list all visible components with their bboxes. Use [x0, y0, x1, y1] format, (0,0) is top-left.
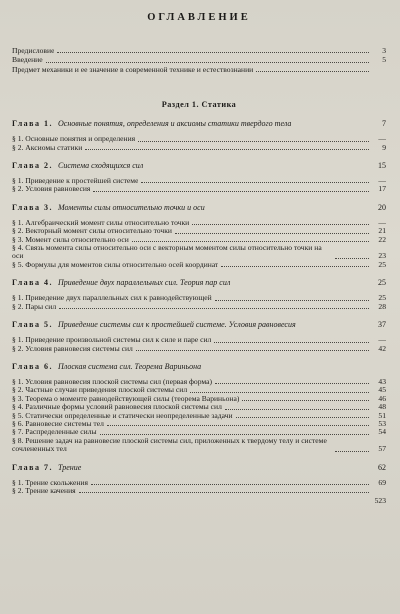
- chapter-title: Моменты силы относительно точки и оси: [58, 202, 205, 212]
- toc-entry[interactable]: [12, 345, 386, 353]
- section-heading: Раздел 1. Статика: [161, 100, 237, 110]
- entry-label: § 1. Приведение двух параллельных сил к равнодействующей: [12, 294, 212, 303]
- leader-dots: [138, 141, 369, 142]
- entry-label: Введение: [12, 56, 43, 65]
- entry-page: 22: [378, 234, 386, 244]
- leader-dots: [136, 350, 369, 351]
- entry-label: § 1. Алгебраический момент силы относительно точки: [12, 218, 190, 227]
- chapter-number: Глава 4.: [12, 278, 53, 288]
- entry-page: 5: [382, 55, 386, 65]
- entry-page: 28: [378, 301, 386, 311]
- entry-page: 43: [378, 376, 386, 386]
- entry-page: 48: [378, 402, 386, 412]
- chapter-page: 62: [378, 462, 386, 472]
- entry-label: § 7. Распределенные силы: [12, 428, 97, 437]
- leader-dots: [256, 71, 369, 72]
- entry-page: 25: [378, 259, 386, 269]
- entry-page: 21: [378, 226, 386, 236]
- entry-page: 51: [378, 410, 386, 420]
- entry-label: § 2. Аксиомы статики: [12, 143, 83, 152]
- leader-dots: [79, 492, 369, 493]
- chapter-heading[interactable]: [12, 320, 386, 329]
- intro-list: [12, 47, 386, 74]
- chapter-block: [12, 119, 386, 152]
- entry-page: —: [378, 134, 386, 144]
- toc-entry[interactable]: [12, 294, 386, 302]
- entry-label: § 2. Пары сил: [12, 302, 57, 311]
- leader-dots: [91, 484, 369, 485]
- chapter-page: 25: [378, 278, 386, 288]
- toc-entry[interactable]: [12, 437, 386, 454]
- leader-dots: [236, 417, 369, 418]
- footer-page-number: [12, 497, 386, 505]
- entry-label: § 4. Различные формы условий равновесия плоской системы сил: [12, 403, 222, 412]
- leader-dots: [335, 451, 369, 452]
- chapter-number: Глава 7.: [12, 462, 53, 472]
- entry-label: § 1. Трение скольжения: [12, 478, 88, 487]
- entry-label: § 1. Приведение произвольной системы сил к силе и паре сил: [12, 336, 212, 345]
- toc-entry[interactable]: [12, 135, 386, 143]
- leader-dots: [221, 266, 369, 267]
- chapter-title: Трение: [58, 462, 82, 472]
- entry-page: —: [378, 176, 386, 186]
- entry-page: 23: [378, 251, 386, 261]
- leader-dots: [242, 400, 369, 401]
- entry-page: —: [378, 335, 386, 345]
- leader-dots: [46, 62, 369, 63]
- chapter-title: Приведение системы сил к простейшей системе. Условия равновесия: [58, 320, 296, 330]
- toc-entry[interactable]: [12, 386, 386, 394]
- chapter-page: 20: [378, 202, 386, 212]
- leader-dots: [57, 52, 369, 53]
- leader-dots: [215, 383, 369, 384]
- entry-label: § 2. Частные случаи приведения плоской системы сил: [12, 386, 188, 395]
- leader-dots: [132, 241, 369, 242]
- leader-dots: [215, 300, 369, 301]
- chapter-title: Плоская система сил. Теорема Вариньона: [58, 361, 202, 371]
- leader-dots: [141, 182, 369, 183]
- entry-label: § 2. Условия равновесия: [12, 185, 91, 194]
- toc-entry[interactable]: [12, 378, 386, 386]
- entry-page: 3: [382, 46, 386, 55]
- leader-dots: [93, 191, 369, 192]
- entry-page: 42: [378, 343, 386, 353]
- leader-dots: [85, 149, 369, 150]
- toc-entry[interactable]: [12, 479, 386, 487]
- entry-label: Предисловие: [12, 47, 55, 55]
- leader-dots: [225, 409, 369, 410]
- entry-label: Предмет механики и ее значение в современной технике и естествознании: [12, 65, 254, 74]
- chapter-heading[interactable]: [12, 278, 386, 287]
- leader-dots: [192, 224, 369, 225]
- chapter-block: [12, 203, 386, 269]
- chapter-heading[interactable]: [12, 463, 386, 472]
- toc-entry[interactable]: [12, 244, 386, 261]
- chapter-heading[interactable]: [12, 119, 386, 128]
- entry-page: 54: [378, 427, 386, 437]
- toc-entry[interactable]: [12, 336, 386, 344]
- chapter-block: [12, 463, 386, 496]
- entry-page: 46: [378, 393, 386, 403]
- toc-entry[interactable]: [12, 395, 386, 403]
- chapter-page: 37: [378, 320, 386, 330]
- toc-entry[interactable]: [12, 303, 386, 311]
- chapter-page: 7: [382, 119, 386, 129]
- chapter-list: [12, 119, 386, 506]
- chapter-heading[interactable]: [12, 362, 386, 371]
- chapter-block: [12, 161, 386, 194]
- entry-page: 57: [378, 444, 386, 454]
- leader-dots: [59, 308, 369, 309]
- chapter-page: 15: [378, 161, 386, 171]
- toc-entry[interactable]: [12, 219, 386, 227]
- entry-label: § 8. Решение задач на равновесие плоской системы сил, приложенных к твердому телу и системе сочлененных тел: [12, 435, 327, 454]
- entry-page: 25: [378, 293, 386, 303]
- entry-label: § 6. Равновесие системы тел: [12, 419, 104, 428]
- entry-label: § 1. Приведение к простейшей системе: [12, 177, 139, 186]
- chapter-number: Глава 5.: [12, 320, 53, 330]
- chapter-number: Глава 6.: [12, 361, 53, 371]
- toc-entry[interactable]: [12, 487, 386, 495]
- leader-dots: [214, 342, 369, 343]
- chapter-title: Система сходящихся сил: [58, 161, 144, 171]
- leader-dots: [335, 258, 369, 259]
- entry-label: § 3. Момент силы относительно оси: [12, 235, 129, 244]
- entry-page: 17: [378, 184, 386, 194]
- toc-entry[interactable]: [12, 177, 386, 185]
- entry-label: § 1. Основные понятия и определения: [12, 135, 136, 144]
- entry-label: § 2. Трение качения: [12, 486, 76, 495]
- entry-label: § 3. Теорема о моменте равнодействующей силы (теорема Вариньона): [12, 394, 240, 403]
- chapter-block: [12, 320, 386, 353]
- entry-label: § 4. Связь момента силы относительно оси с векторным моментом силы относительно точки на оси: [12, 243, 322, 261]
- chapter-title: Приведение двух параллельных сил. Теория пар сил: [58, 278, 231, 288]
- leader-dots: [100, 434, 369, 435]
- chapter-block: [12, 278, 386, 311]
- entry-label: § 5. Формулы для моментов силы относительно осей координат: [12, 260, 219, 269]
- entry-page: 9: [382, 142, 386, 152]
- chapter-block: [12, 362, 386, 454]
- toc-entry[interactable]: [12, 227, 386, 235]
- toc-entry[interactable]: [12, 261, 386, 269]
- entry-page: 69: [378, 477, 386, 487]
- leader-dots: [190, 392, 369, 393]
- chapter-heading[interactable]: [12, 161, 386, 170]
- entry-label: § 1. Условия равновесия плоской системы сил (первая форма): [12, 377, 213, 386]
- entry-label: § 2. Векторный момент силы относительно точки: [12, 227, 172, 236]
- chapter-number: Глава 3.: [12, 202, 53, 212]
- entry-page: 53: [378, 418, 386, 428]
- toc-entry[interactable]: [12, 185, 386, 193]
- page-title: ОГЛАВЛЕНИЕ: [147, 12, 251, 23]
- chapter-number: Глава 1.: [12, 119, 53, 129]
- chapter-number: Глава 2.: [12, 161, 53, 171]
- leader-dots: [175, 233, 369, 234]
- footer-page-text: 523: [374, 496, 386, 506]
- toc-entry[interactable]: [12, 56, 386, 64]
- chapter-heading[interactable]: [12, 203, 386, 212]
- leader-dots: [107, 425, 369, 426]
- entry-page: —: [378, 217, 386, 227]
- toc-entry[interactable]: [12, 412, 386, 420]
- entry-label: § 2. Условия равновесия системы сил: [12, 344, 133, 353]
- entry-label: § 5. Статически определенные и статически неопределенные задачи: [12, 411, 233, 420]
- toc-entry[interactable]: [12, 144, 386, 152]
- chapter-title: Основные понятия, определения и аксиомы статики твердого тела: [58, 119, 292, 129]
- toc-entry[interactable]: [12, 403, 386, 411]
- toc-entry[interactable]: [12, 66, 386, 74]
- toc-entry[interactable]: [12, 420, 386, 428]
- toc-entry[interactable]: [12, 47, 386, 55]
- entry-page: 45: [378, 385, 386, 395]
